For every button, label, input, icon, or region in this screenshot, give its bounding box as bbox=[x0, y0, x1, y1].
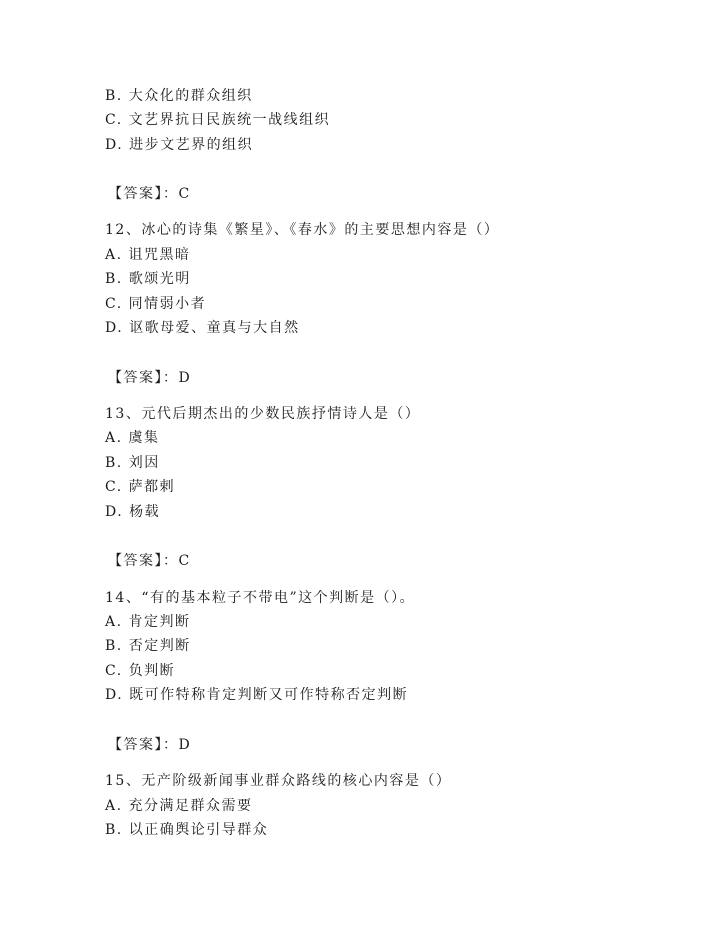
q11-answer: 【答案】：C bbox=[108, 186, 191, 202]
q12-option-c: C. 同情弱小者 bbox=[105, 296, 207, 312]
q11-option-d: D. 进步文艺界的组织 bbox=[105, 137, 254, 153]
q15-question: 15、无产阶级新闻事业群众路线的核心内容是（） bbox=[105, 773, 452, 789]
q12-question: 12、冰心的诗集《繁星》、《春水》的主要思想内容是（） bbox=[105, 222, 500, 238]
q12-answer: 【答案】：D bbox=[108, 370, 192, 386]
q14-answer: 【答案】：D bbox=[108, 737, 192, 753]
q14-option-d: D. 既可作特称肯定判断又可作特称否定判断 bbox=[105, 687, 409, 703]
q14-option-c: C. 负判断 bbox=[105, 663, 176, 679]
q13-question: 13、元代后期杰出的少数民族抒情诗人是（） bbox=[105, 406, 421, 422]
q11-option-c: C. 文艺界抗日民族统一战线组织 bbox=[105, 112, 331, 128]
q13-option-b: B. 刘因 bbox=[105, 455, 160, 471]
q12-option-d: D. 讴歌母爱、童真与大自然 bbox=[105, 320, 300, 336]
q13-answer: 【答案】：C bbox=[108, 553, 191, 569]
q15-option-a: A. 充分满足群众需要 bbox=[105, 798, 253, 814]
q13-option-a: A. 虞集 bbox=[105, 430, 160, 446]
q13-option-c: C. 萨都剌 bbox=[105, 479, 176, 495]
q12-option-a: A. 诅咒黑暗 bbox=[105, 247, 191, 263]
q11-option-b: B. 大众化的群众组织 bbox=[105, 88, 253, 104]
q15-option-b: B. 以正确舆论引导群众 bbox=[105, 822, 269, 838]
q12-option-b: B. 歌颂光明 bbox=[105, 271, 191, 287]
q14-question: 14、“有的基本粒子不带电”这个判断是（）。 bbox=[105, 590, 416, 606]
q14-option-b: B. 否定判断 bbox=[105, 638, 191, 654]
q14-option-a: A. 肯定判断 bbox=[105, 614, 191, 630]
q13-option-d: D. 杨载 bbox=[105, 504, 161, 520]
